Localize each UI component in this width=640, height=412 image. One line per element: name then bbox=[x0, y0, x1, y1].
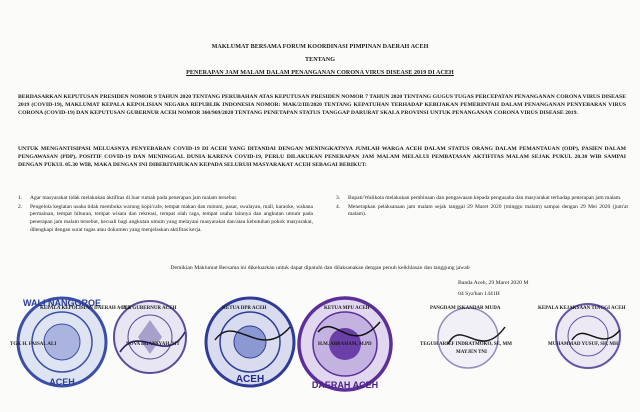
signatory-name: TEGUH ARIEF INDRATMOKO, SE, MM bbox=[420, 342, 512, 347]
list-item-number: 4. bbox=[336, 203, 341, 210]
document-title: MAKLUMAT BERSAMA FORUM KOORDINASI PIMPINAN DAERAH ACEH bbox=[211, 44, 429, 50]
list-item-number: 3. bbox=[336, 195, 341, 201]
list-item-text: Menerapkan pelaksanaan jam malam sejak tanggal 29 Maret 2020 (minggu malam) sampai dengan 29 Mei 2020 (jum'at malam). bbox=[348, 203, 628, 218]
svg-text:DAERAH ACEH: DAERAH ACEH bbox=[311, 380, 379, 390]
signatory-name: H.M. ABRAHAM, M.PD bbox=[318, 342, 372, 347]
kejaksaan-seal bbox=[556, 304, 620, 368]
governor-seal bbox=[114, 301, 186, 373]
instruction-column-left bbox=[18, 195, 313, 236]
signatory-name: TGK H. FAISAL ALI bbox=[10, 342, 57, 347]
list-item bbox=[18, 195, 313, 203]
dpr-aceh-seal bbox=[206, 298, 294, 386]
signatory-position: KEPALA KEPOLISIAN DAERAH ACEH bbox=[40, 306, 132, 311]
signatory-name: MUHAMMAD YUSUF, SH, MH bbox=[548, 342, 619, 347]
list-item bbox=[18, 204, 313, 235]
place-date-gregorian: Banda Aceh, 29 Maret 2020 M bbox=[458, 280, 529, 286]
signatory-name: NOVA IRIANSYAH, MT bbox=[126, 342, 180, 347]
list-item-number: 1. bbox=[18, 195, 23, 201]
anticipation-paragraph: UNTUK MENGANTISIPASI MELUASNYA PENYEBARAN COVID-19 DI ACEH YANG DITANDAI DENGAN MENINGKATNYA JUMLAH WARGA ACEH DALAM STATUS ORANG DALAM PEMANTAUAN (ODP), PASIEN DALAM PENGAWASAN (PDP), POSITIF COVID-19 DAN MENINGGAL DUNIA KARENA COVID-19, PERLU DILAKUKAN PENERAPAN JAM MALAM MELALUI PEMBATASAN AKTIFITAS MALAM SEJAK PUKUL 20.30 WIB SAMPAI DENGAN PUKUL 05.30 WIB, MAKA DENGAN INI DIBERITAHUKAN KEPADA SELURUH MASYARAKAT ACEH SEBAGAI BERIKUT: bbox=[18, 146, 626, 169]
svg-text:ACEH: ACEH bbox=[49, 377, 75, 387]
list-item bbox=[336, 204, 628, 219]
svg-text:WALI NANGGROE: WALI NANGGROE bbox=[23, 298, 101, 308]
list-item-text: Bupati/Walikota melakukan pembinaan dan pengawasan kepada pengusaha dan masyarakat terhadap penerapan jam malam. bbox=[348, 195, 622, 201]
list-item-text: Agar masyarakat tidak melakukan aktifitas di luar rumah pada penerapan jam malam tersebut. bbox=[30, 195, 238, 201]
signatory-position: KETUA DPR ACEH bbox=[222, 306, 267, 311]
signatory-position: PANGDAM ISKANDAR MUDA bbox=[430, 306, 501, 311]
svg-text:ACEH: ACEH bbox=[235, 374, 265, 385]
place-date-hijri: 04 Sya'ban 1441H bbox=[458, 291, 500, 297]
list-item-text: Pengelola kegiatan usaha tidak membuka warung kopi/cafe, tempat makan dan minum, pasar, swalayan, mall, karaoke, wahana permainan, tempat hiburan, tempat wisata dan rekreasi, tempat olah raga, tempat usaha lainnya dan angkutan umum pada penerapan jam malam tersebut, kecuali bagi angkutan umum yang melayani masyarakat dan/atau kebutuhan pokok masyarakat, dilengkapi dengan surat tugas atau dokumen yang menjelaskan aktifitas kerja. bbox=[30, 203, 313, 233]
list-item-number: 2. bbox=[18, 203, 23, 210]
signatory-position: KEPALA KEJAKSAAN TINGGI ACEH bbox=[538, 306, 626, 311]
kodam-seal bbox=[438, 308, 505, 368]
signatory-position: PLT GUBERNUR ACEH bbox=[122, 306, 177, 311]
closing-statement: Demikian Maklumat Bersama ini dikeluarkan untuk dapat dipatuhi dan dilaksanakan dengan penuh keikhlasan dan tanggung jawab bbox=[170, 265, 470, 271]
signatory-rank: MAYJEN TNI bbox=[456, 350, 487, 355]
document-tentang: TENTANG bbox=[304, 57, 336, 63]
instruction-column-right bbox=[336, 195, 628, 220]
basis-paragraph: BERDASARKAN KEPUTUSAN PRESIDEN NOMOR 9 TAHUN 2020 TENTANG PERUBAHAN ATAS KEPUTUSAN PRESIDEN NOMOR 7 TAHUN 2020 TENTANG GUGUS TUGAS PERCEPATAN PENANGANAN CORONA VIRUS DISEASE 2019 (COVID-19), MAKLUMAT KEPALA KEPOLISIAN NEGARA REPUBLIK INDONESIA NOMOR: MAK/2/III/2020 TENTANG KEPATUHAN TERHADAP KEBIJAKAN PEMERINTAH DALAM PENANGANAN PENYEBARAN VIRUS CORONA (COVID-19) DAN KEPUTUSAN GUBERNUR ACEH NOMOR 360/969/2020 TENTANG PENETAPAN STATUS TANGGAP DARURAT SKALA PROVINSI UNTUK PENANGANAN CORONA VIRUS DISEASE 2019. bbox=[18, 94, 626, 117]
signatory-position: KETUA MPU ACEH bbox=[324, 306, 370, 311]
document-subject: PENERAPAN JAM MALAM DALAM PENANGANAN CORONA VIRUS DISEASE 2019 DI ACEH bbox=[186, 70, 454, 76]
list-item bbox=[336, 195, 628, 203]
